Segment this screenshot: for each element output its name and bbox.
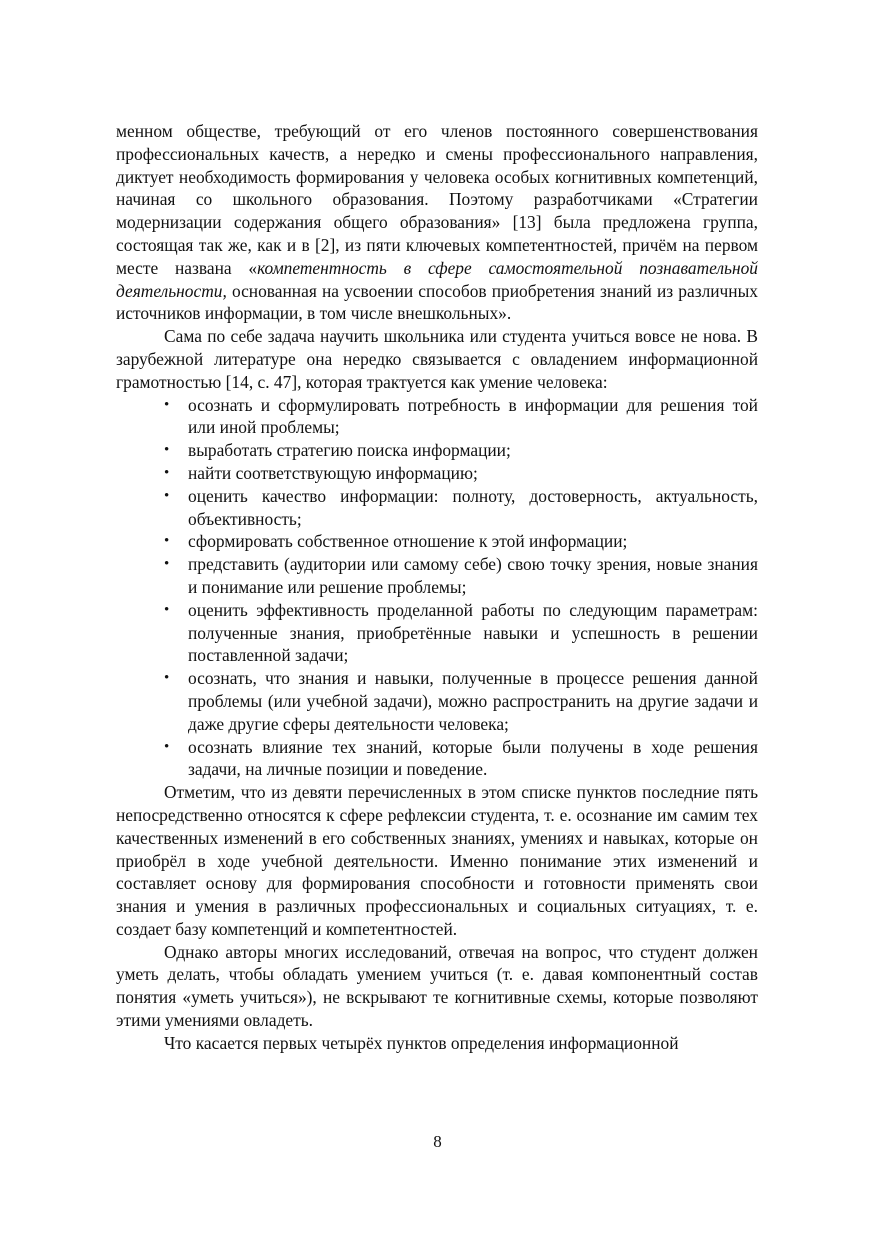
list-item-text: сформировать собственное отношение к этой информации; — [188, 531, 628, 552]
list-item — [116, 485, 758, 531]
list-item-text: осознать влияние тех знаний, которые были получены в ходе решения задачи, на личные позиции и поведение. — [188, 736, 758, 780]
page-number: 8 — [433, 1132, 442, 1151]
paragraph-3: Отметим, что из девяти перечисленных в этом списке пунктов последние пять непосредственно относятся к сфере рефлексии студента, т. е. осознание им самим тех качественных изменений в его собственных знаниях, умениях и навыках, которые он приобрёл в ходе учебной деятельности. Именно понимание этих изменений и составляет основу для формирования способности и готовности применять свои знания и умения в различных профессиональных и социальных ситуациях, т. е. создает базу компетенций и компетентностей. — [116, 782, 758, 939]
bullet-list — [116, 394, 758, 782]
bullet-icon: • — [164, 464, 170, 481]
list-item-text: выработать стратегию поиска информации; — [188, 440, 511, 461]
list-item — [116, 530, 758, 553]
list-item — [116, 462, 758, 485]
page-content — [116, 120, 758, 1055]
paragraph-1-text: менном обществе, требующий от его членов постоянного совершенствования профессиональных качеств, а нередко и смены профессионального направления, диктует необходимость формирования у человека особых когнитивных компетенций, начиная со школьного образования. Поэтому разработчиками «Стратегии модернизации содержания общего образования» [13] была предложена группа, состоящая так же, как и в [2], из пяти ключевых компетентностей, причём на первом месте названа « — [116, 121, 758, 278]
list-item — [116, 394, 758, 440]
list-item-text: представить (аудитории или самому себе) свою точку зрения, новые знания и понимание или решение проблемы; — [188, 554, 758, 597]
list-item-text: осознать, что знания и навыки, полученные в процессе решения данной проблемы (или учебной задачи), можно распространить на другие задачи и даже другие сферы деятельности человека; — [188, 668, 758, 734]
list-item-text: найти соответствующую информацию; — [188, 462, 478, 483]
italic-quote: компетентность в сфере самостоятельной познавательной деятельности, — [116, 257, 758, 301]
paragraph-continuation — [116, 120, 758, 325]
bullet-icon: • — [164, 738, 170, 755]
list-item — [116, 736, 758, 782]
paragraph-5: Что касается первых четырёх пунктов определения информационной — [164, 1032, 679, 1053]
paragraph-1-text-end: основанная на усвоении способов приобретения знаний из различных источников информации, в том числе внешкольных». — [116, 280, 758, 324]
bullet-icon: • — [164, 442, 170, 459]
paragraph-2: Сама по себе задача научить школьника или студента учиться вовсе не нова. В зарубежной литературе она нередко связывается с овладением информационной грамотностью [14, с. 47], которая трактуется как умение человека: — [116, 326, 758, 392]
list-item-text: оценить эффективность проделанной работы по следующим параметрам: полученные знания, приобретённые навыки и успешность в решении поставленной задачи; — [188, 599, 758, 666]
bullet-icon: • — [164, 396, 170, 413]
bullet-icon: • — [164, 533, 170, 550]
paragraph-4: Однако авторы многих исследований, отвечая на вопрос, что студент должен уметь делать, чтобы обладать умением учиться (т. е. давая компонентный состав понятия «уметь учиться»), не вскрывают те когнитивные схемы, которые позволяют этими умениями овладеть. — [116, 941, 758, 1031]
list-item — [116, 553, 758, 599]
bullet-icon: • — [164, 556, 170, 573]
bullet-icon: • — [164, 601, 170, 618]
list-item-text: оценить качество информации: полноту, достоверность, актуальность, объективность; — [188, 485, 758, 529]
bullet-icon: • — [164, 670, 170, 687]
bullet-icon: • — [164, 487, 170, 504]
list-item — [116, 439, 758, 462]
list-item — [116, 599, 758, 667]
list-item — [116, 667, 758, 735]
list-item-text: осознать и сформулировать потребность в информации для решения той или иной проблемы; — [188, 394, 758, 438]
